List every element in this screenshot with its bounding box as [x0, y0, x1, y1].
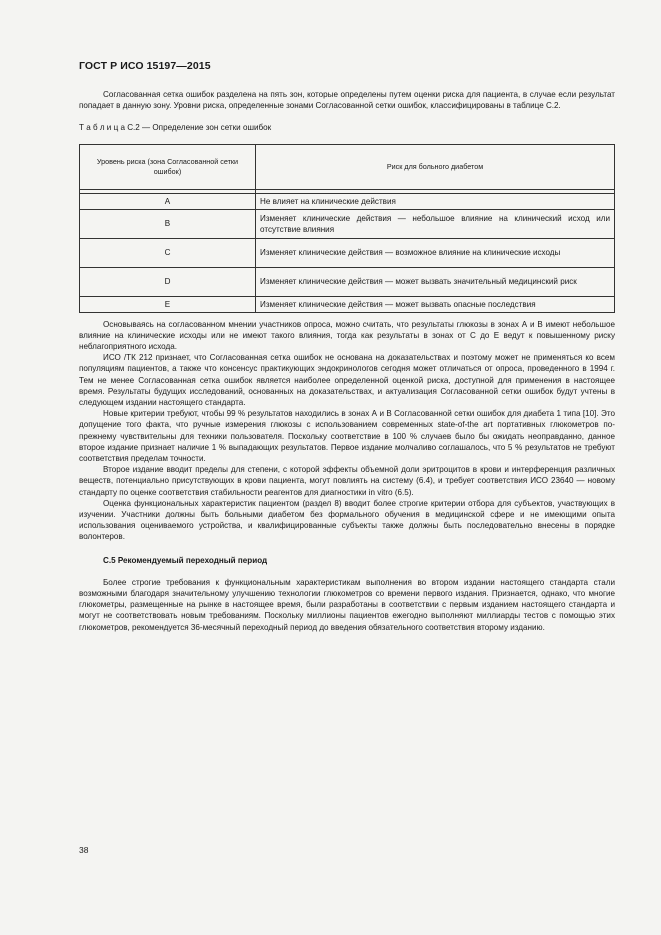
body-paragraph: Новые критерии требуют, чтобы 99 % результатов находились в зонах А и В Согласованной сетки ошибок для диабета 1 типа [10]. Это допущение того факта, что ручные измерения глюкозы с использованием современных state-of-the art портативных глюкометров по-прежнему чувствительны для техники пользователя. Поскольку соответствие в 100 % случаев было бы ожидать неоправданно, данное второе издание признает наличие 1 % выпадающих результатов. Первое издание молчаливо соглашалось, что 5 % результатов не требуют соответствия пределам точности.	[79, 409, 615, 464]
zone-level: E	[80, 296, 256, 312]
table-row	[80, 267, 615, 296]
body-paragraph: Оценка функциональных характеристик пациентом (раздел 8) вводит более строгие критерии отбора для субъектов, участвующих в изучении. Участники должны быть больными диабетом без формального обучения в медицинской сфере и не имеющими опыта использования оцениваемого устройства, и квалифицированные субъекты также должны быть последовательно внесены в порядке волонтеров.	[79, 498, 615, 542]
body-paragraph: Второе издание вводит пределы для степени, с которой эффекты объемной доли эритроцитов в крови и интерференция различных веществ, потенциально присутствующих в крови пациента, могут повлиять на систему (6.4), и требует соответствия ИСО 23640 — новому стандарту по оценке соответствия стабильности реагентов для диагностики in vitro (6.5).	[79, 465, 615, 497]
intro-paragraph: Согласованная сетка ошибок разделена на пять зон, которые определены путем оценки риска для пациента, в случае если результат попадает в данную зону. Уровни риска, определенные зонами Согласованной сетки ошибок, классифицированы в таблице С.2.	[79, 90, 615, 111]
body-paragraph: Основываясь на согласованном мнении участников опроса, можно считать, что результаты глюкозы в зонах А и В имеют небольшое влияние на клинические исходы или не имеют такого влияния, тогда как результаты в зонах от С до Е ведут к повышенному риску неблагоприятного исхода.	[79, 319, 615, 352]
table-caption: Т а б л и ц а С.2 — Определение зон сетки ошибок	[79, 123, 272, 133]
table-header-risk-level: Уровень риска (зона Согласованной сетки ошибок)	[80, 144, 256, 189]
zone-risk-description: Изменяет клинические действия — возможное влияние на клинические исходы	[256, 238, 615, 267]
zone-risk-description: Не влияет на клинические действия	[256, 193, 615, 209]
section-paragraph: Более строгие требования к функциональным характеристикам выполнения во втором издании настоящего стандарта стали возможными благодаря значительному улучшению технологии глюкометров со времени первого издания. Признается, однако, что многие глюкометры, размещенные на рынке в настоящее время, были разработаны в соответствии с первым изданием настоящего стандарта и могут не соответствовать новым требованиям. Поскольку миллионы пациентов ежегодно выполняют миллиарды тестов с помощью этих глюкометров, рекомендуется 36-месячный переходный период до введения обязательного соответствия второму изданию.	[79, 577, 615, 632]
zone-risk-description: Изменяет клинические действия — может вызвать значительный медицинский риск	[256, 267, 615, 296]
section-heading: С.5 Рекомендуемый переходный период	[103, 555, 268, 565]
zone-level: A	[80, 193, 256, 209]
zone-risk-description: Изменяет клинические действия — небольшое влияние на клинический исход или отсутствие влияния	[256, 209, 615, 238]
body-paragraph: ИСО /ТК 212 признает, что Согласованная сетка ошибок не основана на доказательствах и поэтому может не применяться ко всем популяциям пациентов, а также что консенсус практикующих эндокринологов сегодня может отличаться от опроса, проведенного в 1994 г. Тем не менее Согласованная сетка ошибок является наиболее определенной оценкой риска, доступной для применения в настоящее время. Результаты будущих исследований, основанных на доказательствах, и актуализация Согласованной сетки ошибок будут учтены в следующем издании настоящего стандарта.	[79, 353, 615, 408]
document-header: ГОСТ Р ИСО 15197—2015	[79, 60, 211, 72]
table-row	[80, 209, 615, 238]
table-row	[80, 296, 615, 312]
zone-level: C	[80, 238, 256, 267]
zone-level: B	[80, 209, 256, 238]
document-body	[79, 89, 615, 633]
zone-risk-description: Изменяет клинические действия — может вызвать опасные последствия	[256, 296, 615, 312]
zone-level: D	[80, 267, 256, 296]
table-row	[80, 193, 615, 209]
table-header-patient-risk: Риск для больного диабетом	[256, 144, 615, 189]
page-number: 38	[79, 845, 89, 855]
risk-zone-table	[79, 144, 615, 313]
table-row	[80, 238, 615, 267]
